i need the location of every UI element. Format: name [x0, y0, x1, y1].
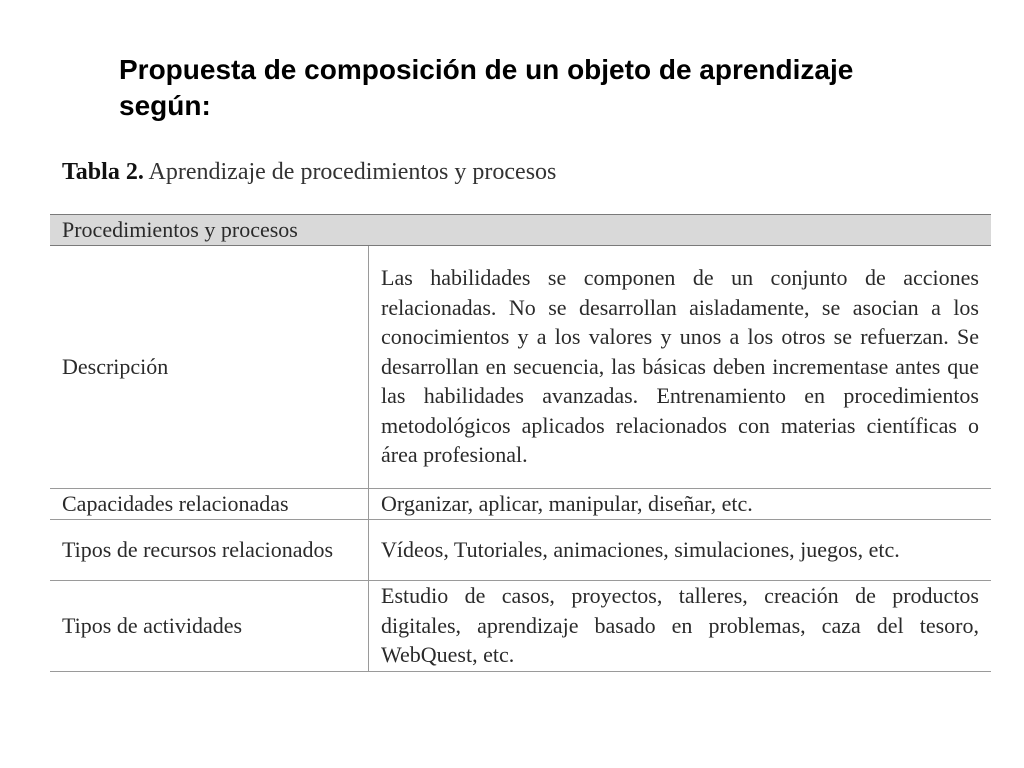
row-label-recursos: Tipos de recursos relacionados: [50, 519, 369, 580]
row-value-recursos: Vídeos, Tutoriales, animaciones, simulaciones, juegos, etc.: [369, 519, 992, 580]
slide-title: Propuesta de composición de un objeto de aprendizaje según:: [119, 54, 854, 121]
table-header-cell: Procedimientos y procesos: [50, 215, 991, 246]
table-row: [50, 519, 991, 580]
table-caption: [62, 157, 556, 187]
row-value-capacidades: Organizar, aplicar, manipular, diseñar, etc.: [369, 488, 992, 519]
table-header-row: [50, 215, 991, 246]
row-label-actividades: Tipos de actividades: [50, 580, 369, 671]
procedures-table: [50, 214, 991, 672]
table-caption-text: Aprendizaje de procedimientos y procesos: [148, 159, 557, 185]
row-value-descripcion: Las habilidades se componen de un conjunto de acciones relacionadas. No se desarrollan aisladamente, se asocian a los conocimientos y a los valores y unos a los otros se refuerzan. Se desarrollan en secuencia, las básicas deben incrementase antes que las habilidades avanzadas. Entrenamiento en procedimientos metodológicos aplicados relacionados con materias científicas o área profesional.: [369, 245, 992, 488]
table-row: [50, 488, 991, 519]
table-row: [50, 245, 991, 488]
row-label-capacidades: Capacidades relacionadas: [50, 488, 369, 519]
row-value-actividades: Estudio de casos, proyectos, talleres, creación de productos digitales, aprendizaje basado en problemas, caza del tesoro, WebQuest, etc.: [369, 580, 992, 671]
table-row: [50, 580, 991, 671]
row-label-descripcion: Descripción: [50, 245, 369, 488]
table-caption-label: Tabla 2.: [62, 159, 144, 185]
